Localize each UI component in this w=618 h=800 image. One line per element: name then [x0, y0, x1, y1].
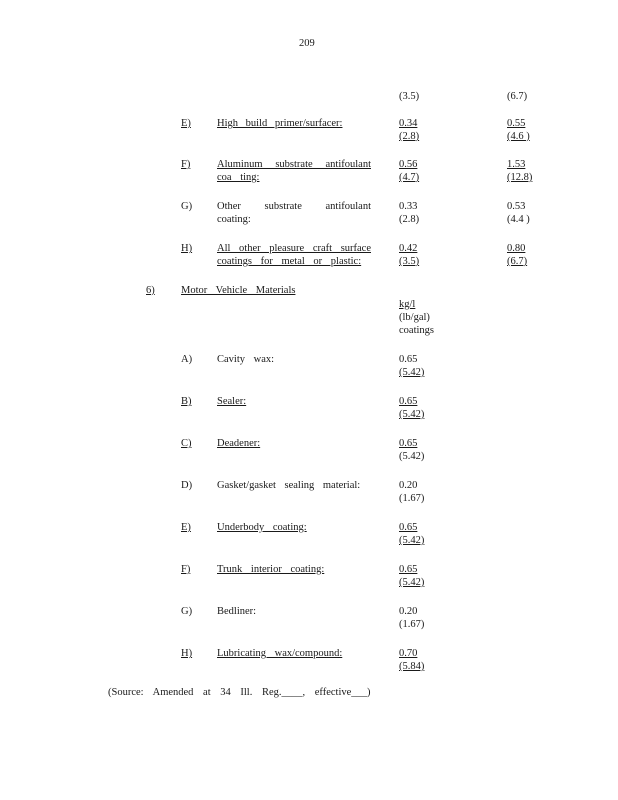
- section5-item-value-col1: 0.42: [399, 243, 418, 254]
- section6-item-value: 0.20: [399, 606, 418, 617]
- section5-item-letter: F): [181, 159, 191, 170]
- section6-item-value-lbgal: (5.42): [399, 451, 425, 462]
- top-row-col1: (3.5): [399, 91, 420, 102]
- unit-header-line3: coatings: [399, 325, 434, 336]
- section5-item-value-col2: 1.53: [507, 159, 526, 170]
- section6-item-value-lbgal: (5.42): [399, 577, 425, 588]
- section5-item-value-col1: 0.56: [399, 159, 418, 170]
- section6-item-letter: D): [181, 480, 193, 491]
- unit-header-line1: kg/l: [399, 299, 416, 310]
- section5-item-value-col1: 0.33: [399, 201, 418, 212]
- section6-item-letter: C): [181, 438, 192, 449]
- section5-item-letter: E): [181, 118, 191, 129]
- section5-item-label-line: coatings for metal or plastic:: [217, 256, 362, 267]
- section6-item-value-lbgal: (5.42): [399, 367, 425, 378]
- section5-item-label: High build primer/surfacer:: [217, 118, 343, 129]
- section5-item-value-col2: 0.53: [507, 201, 526, 212]
- section6-item-value-lbgal: (5.42): [399, 535, 425, 546]
- section6-item-label: Gasket/gasket sealing material:: [217, 480, 361, 491]
- section5-item-value-col2: 0.55: [507, 118, 526, 129]
- section6-item-label: Cavity wax:: [217, 354, 275, 365]
- section5-item-value-col1: (2.8): [399, 131, 420, 142]
- section5-item-label-line: All other pleasure craft surface: [217, 243, 371, 254]
- section6-item-value: 0.65: [399, 522, 418, 533]
- section6-item-letter: E): [181, 522, 191, 533]
- section6-title: Motor Vehicle Materials: [181, 285, 296, 296]
- section6-item-value-lbgal: (1.67): [399, 493, 425, 504]
- section5-item-letter: H): [181, 243, 193, 254]
- page-number: 209: [299, 38, 315, 49]
- section6-item-letter: B): [181, 396, 192, 407]
- section5-item-value-col2: (6.7): [507, 256, 528, 267]
- unit-header-line2: (lb/gal): [399, 312, 430, 323]
- section6-item-value: 0.20: [399, 480, 418, 491]
- section5-item-value-col1: 0.34: [399, 118, 418, 129]
- section5-item-value-col1: (3.5): [399, 256, 420, 267]
- section5-item-label-line: Other substrate antifoulant: [217, 201, 371, 212]
- section6-item-label: Sealer:: [217, 396, 247, 407]
- section5-item-value-col2: (12.8): [507, 172, 533, 183]
- source-note: (Source: Amended at 34 Ill. Reg.____, effective___): [108, 687, 371, 698]
- section5-item-value-col2: 0.80: [507, 243, 526, 254]
- section6-item-value: 0.65: [399, 396, 418, 407]
- section6-item-letter: A): [181, 354, 193, 365]
- section6-item-label: Lubricating wax/compound:: [217, 648, 343, 659]
- section6-item-value-lbgal: (5.42): [399, 409, 425, 420]
- section5-item-value-col2: (4.6 ): [507, 131, 530, 142]
- section6-item-value: 0.65: [399, 564, 418, 575]
- section6-item-label: Bedliner:: [217, 606, 257, 617]
- section6-item-value: 0.70: [399, 648, 418, 659]
- section5-item-value-col2: (4.4 ): [507, 214, 530, 225]
- section5-item-letter: G): [181, 201, 193, 212]
- section5-item-label-line: Aluminum substrate antifoulant: [217, 159, 371, 170]
- section6-item-letter: G): [181, 606, 193, 617]
- section6-item-value: 0.65: [399, 354, 418, 365]
- section5-item-value-col1: (2.8): [399, 214, 420, 225]
- section5-item-label-line: coa ting:: [217, 172, 260, 183]
- section6-item-value: 0.65: [399, 438, 418, 449]
- section6-item-label: Trunk interior coating:: [217, 564, 325, 575]
- section5-item-value-col1: (4.7): [399, 172, 420, 183]
- section6-item-letter: F): [181, 564, 191, 575]
- section6-item-value-lbgal: (5.84): [399, 661, 425, 672]
- section6-number: 6): [146, 285, 155, 296]
- section6-item-label: Underbody coating:: [217, 522, 307, 533]
- section6-item-label: Deadener:: [217, 438, 261, 449]
- top-row-col2: (6.7): [507, 91, 528, 102]
- section6-item-letter: H): [181, 648, 193, 659]
- section5-item-label-line: coating:: [217, 214, 251, 225]
- section6-item-value-lbgal: (1.67): [399, 619, 425, 630]
